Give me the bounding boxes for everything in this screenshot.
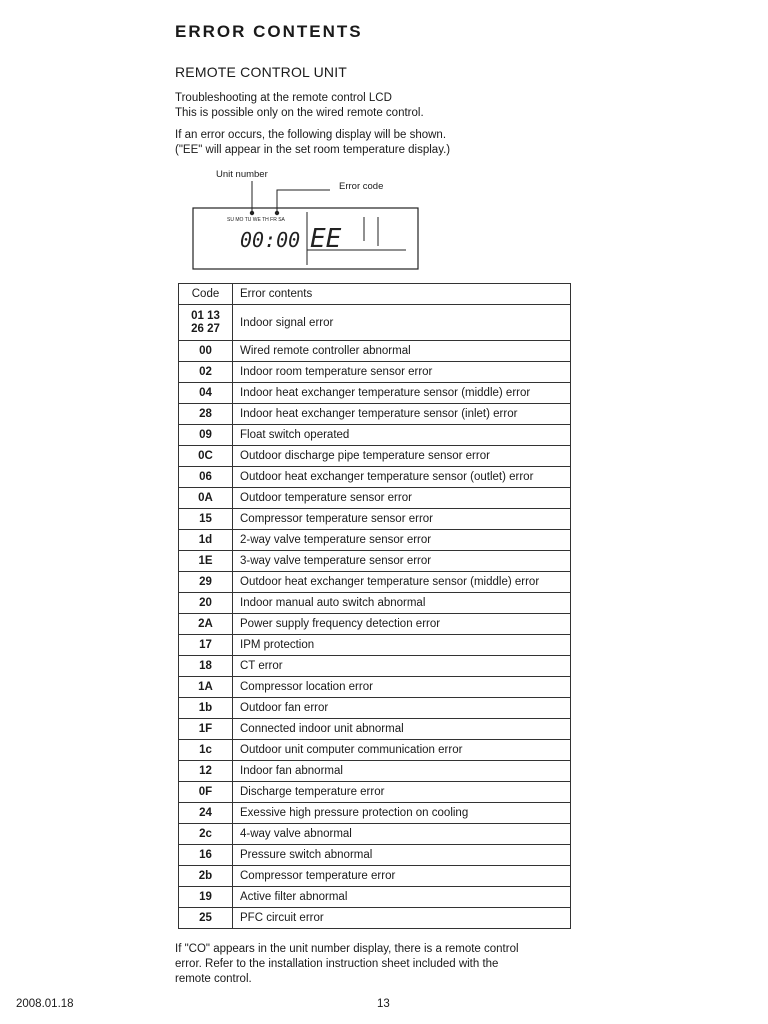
lcd-diagram [190,165,420,275]
code-cell: 04 [179,383,233,404]
desc-cell: Outdoor heat exchanger temperature sensor (outlet) error [233,467,571,488]
desc-cell: Active filter abnormal [233,887,571,908]
desc-cell: Discharge temperature error [233,782,571,803]
lcd-days: SU MO TU WE TH FR SA [227,217,285,223]
code-cell: 20 [179,593,233,614]
code-cell: 2c [179,824,233,845]
intro-line: This is possible only on the wired remote control. [175,107,424,119]
code-cell: 00 [179,341,233,362]
code-line: 01 13 [191,309,220,322]
table-row [179,404,571,425]
table-row [179,761,571,782]
table-row [179,383,571,404]
table-row [179,698,571,719]
code-cell: 0A [179,488,233,509]
footer-date: 2008.01.18 [16,998,74,1010]
code-cell: 1F [179,719,233,740]
table-row [179,467,571,488]
lcd-error: EE [310,224,342,254]
table-row [179,656,571,677]
table-row [179,614,571,635]
desc-cell: Outdoor discharge pipe temperature sensor error [233,446,571,467]
desc-cell: Indoor heat exchanger temperature sensor (middle) error [233,383,571,404]
page-title: ERROR CONTENTS [175,22,363,41]
code-cell: 02 [179,362,233,383]
desc-cell: Power supply frequency detection error [233,614,571,635]
table-row [179,740,571,761]
table-row [179,824,571,845]
section-subtitle: REMOTE CONTROL UNIT [175,64,348,80]
desc-cell: Wired remote controller abnormal [233,341,571,362]
table-row [179,593,571,614]
table-row [179,719,571,740]
code-cell: 1E [179,551,233,572]
code-cell: 1b [179,698,233,719]
code-cell: 24 [179,803,233,824]
code-line: 26 27 [191,322,220,335]
desc-cell: Indoor fan abnormal [233,761,571,782]
desc-cell: CT error [233,656,571,677]
desc-cell: IPM protection [233,635,571,656]
error-display-line: ("EE" will appear in the set room temperature display.) [175,144,451,156]
code-cell: 28 [179,404,233,425]
table-row [179,677,571,698]
table-row [179,425,571,446]
error-code-table [178,283,571,929]
table-row [179,509,571,530]
desc-cell: Indoor heat exchanger temperature sensor (inlet) error [233,404,571,425]
code-cell: 19 [179,887,233,908]
header-code: Code [179,284,233,305]
code-cell: 25 [179,908,233,929]
unit-number-label: Unit number [216,169,268,180]
desc-cell: Outdoor heat exchanger temperature sensor (middle) error [233,572,571,593]
code-cell: 15 [179,509,233,530]
table-row [179,305,571,341]
intro-paragraph [175,91,424,121]
code-cell: 0F [179,782,233,803]
desc-cell: PFC circuit error [233,908,571,929]
code-cell [179,305,233,341]
table-row [179,362,571,383]
table-row [179,446,571,467]
desc-cell: Exessive high pressure protection on cooling [233,803,571,824]
code-cell: 17 [179,635,233,656]
note-line: If "CO" appears in the unit number display, there is a remote control [175,943,519,955]
table-row [179,488,571,509]
table-row [179,866,571,887]
error-display-paragraph [175,128,450,158]
table-row [179,887,571,908]
code-cell: 18 [179,656,233,677]
desc-cell: Compressor temperature error [233,866,571,887]
table-row [179,572,571,593]
header-contents: Error contents [233,284,571,305]
desc-cell: Compressor location error [233,677,571,698]
code-cell: 1d [179,530,233,551]
desc-cell: 3-way valve temperature sensor error [233,551,571,572]
desc-cell: Float switch operated [233,425,571,446]
desc-cell: 4-way valve abnormal [233,824,571,845]
code-cell: 09 [179,425,233,446]
code-cell: 12 [179,761,233,782]
page-number: 13 [377,998,390,1010]
desc-cell: Indoor manual auto switch abnormal [233,593,571,614]
code-cell: 29 [179,572,233,593]
desc-cell: Compressor temperature sensor error [233,509,571,530]
lcd-display-drawing [190,165,420,275]
table-row [179,803,571,824]
error-display-line: If an error occurs, the following display will be shown. [175,129,447,141]
table-row [179,551,571,572]
desc-cell: Connected indoor unit abnormal [233,719,571,740]
note-line: remote control. [175,973,252,985]
note-paragraph [175,942,575,987]
lcd-time: 00:00 [240,228,301,252]
table-row [179,635,571,656]
desc-cell: Outdoor fan error [233,698,571,719]
desc-cell: Outdoor temperature sensor error [233,488,571,509]
table-header-row [179,284,571,305]
table-row [179,845,571,866]
intro-line: Troubleshooting at the remote control LCD [175,92,392,104]
desc-cell: Indoor signal error [233,305,571,341]
code-cell: 1c [179,740,233,761]
desc-cell: Outdoor unit computer communication error [233,740,571,761]
code-cell: 2A [179,614,233,635]
desc-cell: Pressure switch abnormal [233,845,571,866]
code-cell: 16 [179,845,233,866]
error-code-label: Error code [339,181,384,192]
note-line: error. Refer to the installation instruction sheet included with the [175,958,499,970]
table-row [179,782,571,803]
code-cell: 0C [179,446,233,467]
table-row [179,530,571,551]
code-cell: 2b [179,866,233,887]
desc-cell: Indoor room temperature sensor error [233,362,571,383]
table-row [179,341,571,362]
code-cell: 06 [179,467,233,488]
desc-cell: 2-way valve temperature sensor error [233,530,571,551]
code-cell: 1A [179,677,233,698]
table-row [179,908,571,929]
